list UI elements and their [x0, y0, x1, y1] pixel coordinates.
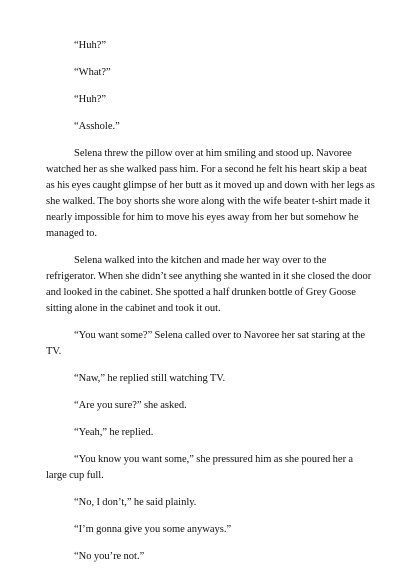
paragraph-huh-2: “Huh?”: [74, 94, 107, 105]
paragraph-no-youre-not: “No you’re not.”: [74, 551, 145, 562]
paragraph-huh-1: “Huh?”: [74, 40, 107, 51]
paragraph-naw: “Naw,” he replied still watching TV.: [74, 373, 226, 384]
paragraph-are-you-sure: “Are you sure?” she asked.: [74, 400, 187, 411]
paragraph-no-i-dont: “No, I don’t,” he said plainly.: [74, 497, 197, 508]
paragraph-yeah: “Yeah,” he replied.: [74, 427, 154, 438]
paragraph-you-know: “You know you want some,” she pressured him as she poured her a large cup full.: [46, 454, 354, 481]
paragraph-what: “What?”: [74, 67, 111, 78]
body-text: [46, 38, 376, 576]
paragraph-asshole: “Asshole.”: [74, 121, 120, 132]
paragraph-kitchen: Selena walked into the kitchen and made her way over to the refrigerator. When she didn’t see anything she wanted in it she closed the door and looked in the cabinet. She spotted a half drunken bottle of Grey Goose sitting alone in the cabinet and took it out.: [46, 255, 372, 314]
paragraph-gonna-give: “I’m gonna give you some anyways.”: [74, 524, 232, 535]
paragraph-want-some: “You want some?” Selena called over to Navoree her sat staring at the TV.: [46, 330, 365, 357]
paragraph-pillow: Selena threw the pillow over at him smiling and stood up. Navoree watched her as she walked pass him. For a second he felt his heart skip a beat as his eyes caught glimpse of her butt as it moved up and down with her legs as she walked. The boy shorts she wore along with the wife beater t-shirt made it nearly impossible for him to move his eyes away from her but somehow he managed to.: [46, 148, 375, 239]
